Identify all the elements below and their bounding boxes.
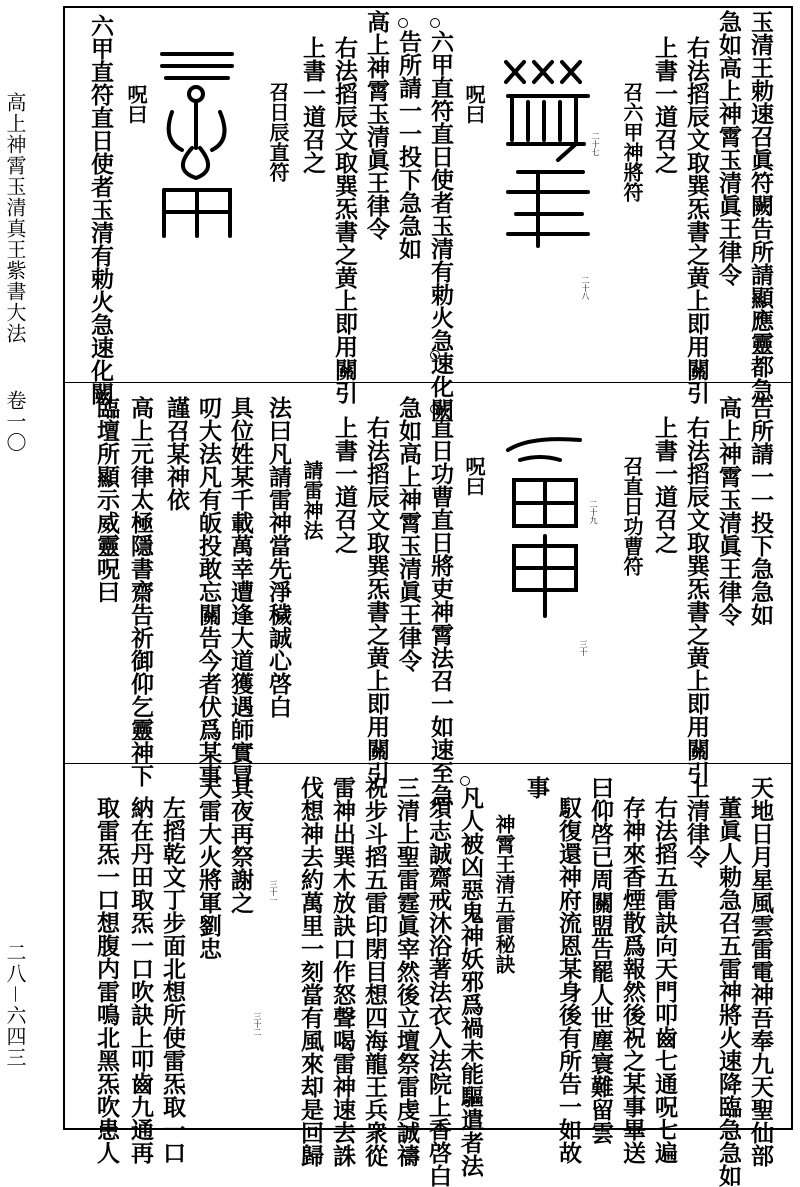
text-column: 三清上聖雷霆眞宰然後立壇祭雷虔誠禱 (393, 776, 420, 1167)
circle-mark (398, 18, 408, 28)
text-column: 祝步斗搯五雷印閉目想四海龍王兵衆從 (361, 776, 388, 1167)
text-column: 上書一道召之 (651, 416, 678, 554)
text-column: 高上神霄玉清眞王律令 (715, 396, 742, 626)
text-column: 右法搯辰文取巽炁書之黄上即用關引 (683, 416, 710, 784)
text-column: 天雷大火將軍劉忠 (195, 776, 222, 960)
text-column: 請雷神法 (300, 460, 324, 540)
text-column: 召直日功曹符 (620, 456, 644, 576)
text-column: 具位姓某千載萬幸遭逢大道獲遇師實冒 (227, 396, 254, 787)
text-column: 六甲直符直日使者玉清有勅火急速化闕 (87, 14, 114, 405)
circle-mark (430, 350, 440, 360)
text-column: 叨大法凡有皈投敢忘關告今者伏爲某事 (195, 396, 222, 787)
text-column: 右法搯辰文取巽炁書之黄上即用關引 (363, 416, 390, 784)
text-column: 伐想神去約萬里一刻當有風來却是回歸 (297, 776, 324, 1167)
text-column: 上清律令 (683, 776, 710, 868)
spell-label: 呪曰 (124, 84, 148, 124)
talisman-mark: 三十 (579, 640, 588, 656)
text-column: 董眞人勅急召五雷神將火速降臨急急如 (715, 796, 742, 1187)
text-column: 六甲直符直日使者玉清有勅火急速化闕 (427, 30, 454, 421)
talisman-mark: 二十九 (589, 500, 598, 524)
text-column: 臨壇所顯示威靈呪曰 (93, 396, 120, 603)
text-column: 謹召某神依 (163, 396, 190, 511)
text-column: 直日功曹直日將吏神霄法召一如速至急 (427, 416, 454, 807)
circle-mark (430, 18, 440, 28)
text-column: 法曰凡請雷神當先淨穢誠心啓白 (265, 396, 292, 718)
circle-mark (430, 404, 440, 414)
text-column: 右法搯辰文取巽炁書之黄上即用關引 (331, 36, 358, 404)
text-column: 告所請一一投下急急如 (747, 396, 774, 626)
text-column: 取雷炁一口想腹内雷鳴北黑炁吹患人 (93, 796, 120, 1164)
text-column: 玉清王勅速召眞符闕告所請顯應靈都急 (747, 10, 774, 401)
page-number: 二八－六四三 (3, 942, 27, 1068)
text-column: 其夜再祭謝之 (227, 776, 254, 914)
talisman-merit-officer (500, 420, 590, 620)
text-column: 神霄王清五雷秘訣 (492, 814, 516, 974)
talisman-mark: 二十八 (581, 276, 590, 300)
talisman-mark: 三十一 (269, 880, 278, 904)
text-column: 高上神霄玉清眞王律令 (363, 10, 390, 240)
text-column: 曰仰啓已周關盟告罷人世塵寰難留雲 (587, 776, 614, 1144)
text-column: 雷神出巽木放訣口作怒聲喝雷神速去誅 (329, 776, 356, 1167)
text-column: 高上元律太極隱書齋告祈御仰乞靈神下 (127, 396, 154, 787)
text-column: 左搯乾文丁步面北想所使雷炁取一口 (159, 796, 186, 1164)
volume-label: 卷一〇 (3, 390, 27, 453)
text-column: 馭復還神府流恩某身後有所告一如故 (555, 796, 582, 1164)
talisman-mark: 二十七 (591, 132, 600, 156)
text-column: 天地日月星風雲雷電神吾奉九天聖仙部 (747, 776, 774, 1167)
spell-label: 呪曰 (462, 456, 486, 496)
text-column: 上書一道召之 (331, 416, 358, 554)
talisman-six-jia (498, 52, 598, 252)
circle-mark (460, 776, 470, 786)
text-column: 召日辰直符 (266, 82, 290, 182)
book-title: 高上神霄玉清真王紫書大法 (3, 92, 27, 344)
text-column: 右法搯五雷訣向天門叩齒七通呪七遍 (651, 796, 678, 1164)
text-column: 存神來香煙散爲報然後祝之某事畢送 (619, 796, 646, 1164)
talisman-day-branch (152, 40, 242, 240)
text-column: 納在丹田取炁一口吹訣上叩齒九通再 (127, 796, 154, 1164)
text-column: 須志誠齋戒沐浴著法衣入法院上香啓白 (425, 796, 452, 1187)
text-column: 急如高上神霄玉清眞王律令 (715, 10, 742, 286)
text-column: 上書一道召之 (651, 36, 678, 174)
text-column: 召六甲神將符 (620, 82, 644, 202)
text-column: 上書一道召之 (299, 36, 326, 174)
text-column: 凡人被凶惡鬼神妖邪爲禍未能驅遣者法 (457, 786, 484, 1177)
text-column: 急如高上神霄玉清眞王律令 (395, 396, 422, 672)
text-column: 告所請一一投下急急如 (395, 30, 422, 260)
text-column: 右法搯辰文取巽炁書之黄上即用關引 (683, 36, 710, 404)
spell-label: 呪曰 (462, 84, 486, 124)
text-column: 事 (523, 776, 550, 799)
talisman-mark: 三十二 (253, 1012, 262, 1036)
